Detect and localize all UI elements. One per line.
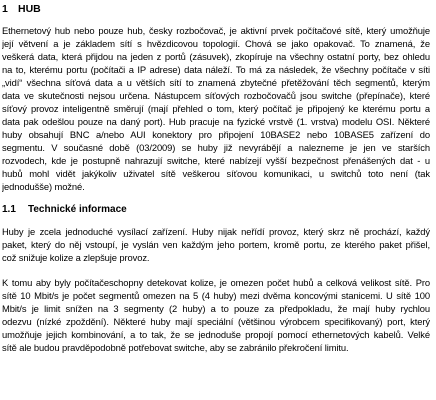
paragraph-line: na to, kterému portu (počítači a IP adrese) data náleží. To má za následek, že všechny počítače v síti xyxy=(2,64,430,75)
heading-2-number: 1.1 xyxy=(2,204,16,215)
paragraph-line: segmentu. V současné době (03/2009) se huby již nevyrábějí a nalezneme je jen ve starších xyxy=(2,142,430,153)
heading-2-title: Technické informace xyxy=(28,204,127,215)
heading-2 xyxy=(2,204,127,215)
paragraph-line: odezvu (nízké zpoždění). Některé huby mají speciální (většinou výrobcem specifikovaný) port, který xyxy=(2,316,430,327)
paragraph-line: Ethernetový hub nebo pouze hub, česky rozbočovač, je aktivní prvek počítačové sítě, který umožňuje xyxy=(2,25,430,36)
paragraph-line: Mbit/s je limit snížen na 3 segmenty (2 huby) a to pouze za předpokladu, že mají huby rychlou xyxy=(2,303,430,314)
paragraph-line: Huby je zcela jednoduché vysílací zařízení. Huby nijak neřídí provoz, který skrz ně prochází, každý xyxy=(2,226,430,237)
paragraph-line: rozvodech, kde je postupně nahrazují switche, které nabízejí vyšší bezpečnost přenášených dat - u xyxy=(2,155,430,166)
paragraph-line: umožňuje jejich kombinování, a to tak, že se jednoduše propojí pomocí ethernetových kabelů. Velké xyxy=(2,329,430,340)
paragraph-line: její větvení a je základem sítí s hvězdicovou topologií. Chová se jako opakovač. To znamená, že xyxy=(2,38,430,49)
heading-1-number: 1 xyxy=(2,3,8,15)
paragraph-line: data ve skutečnosti nejsou určena. Nástupcem síťových rozbočovačů jsou switche (přepínače), které xyxy=(2,90,430,101)
paragraph-line: „vidí“ všechna síťová data a u větších sítí to znamená zbytečné přetěžování těch segmentů, kterým xyxy=(2,77,430,88)
heading-1 xyxy=(2,3,41,15)
paragraph-line: paket, který do něj vstoupí, je vyslán ven každým jeho portem, kromě portu, ze kterého paket přišel, xyxy=(2,239,430,250)
paragraph-line: sítě ale budou pravděpodobně potřebovat switche, aby se zabránilo překročení limitu. xyxy=(2,342,349,353)
paragraph-line: síťový provoz inteligentně směrují (mají přehled o tom, který počítač je připojený ke kterému portu a xyxy=(2,103,430,114)
paragraph-line: což snižuje kolize a zlepšuje provoz. xyxy=(2,252,150,263)
paragraph-line: jednodušše) možné. xyxy=(2,181,85,192)
paragraph-line: veškerá data, která přijdou na jeden z portů (zásuvek), zkopíruje na všechny ostatní porty, bez ohledu xyxy=(2,51,430,62)
paragraph-line: huby obsahují BNC a/nebo AUI konektory pro připojení 10BASE2 nebo 10BASE5 zařízení do xyxy=(2,129,430,140)
paragraph-line: hubů mohl vidět jakýkoliv uživatel sítě veškerou síťovou komunikaci, u switchů toto není (tak xyxy=(2,168,430,179)
heading-1-title: HUB xyxy=(18,3,41,15)
paragraph-line: K tomu aby byly počítačeschopny detekovat kolize, je omezen počet hubů a celková velikost sítě. Pro xyxy=(2,277,430,288)
paragraph-line: data pak odešlou pouze na daný port). Hub pracuje na fyzické vrstvě (1. vrstva) modelu OSI. Některé xyxy=(2,116,430,127)
paragraph-line: sítě 10 Mbit/s je počet segmentů omezen na 5 (4 huby) mezi dvěma koncovými stanicemi. U sítě 100 xyxy=(2,290,430,301)
